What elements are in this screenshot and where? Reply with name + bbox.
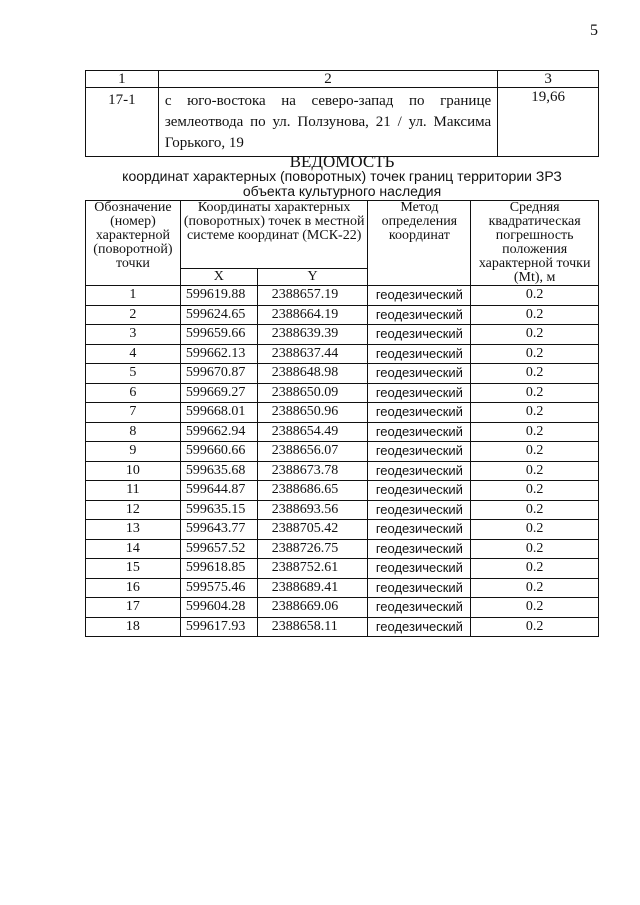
error-cell: 0.2	[471, 481, 599, 501]
method-cell: геодезический	[368, 578, 471, 598]
table-row	[86, 325, 599, 345]
column-number-1: 1	[86, 71, 159, 88]
x-coordinate: 599635.15	[180, 500, 257, 520]
y-coordinate: 2388669.06	[257, 598, 368, 618]
method-cell: геодезический	[368, 598, 471, 618]
method-cell: геодезический	[368, 461, 471, 481]
point-number: 6	[86, 383, 181, 403]
y-coordinate: 2388639.39	[257, 325, 368, 345]
error-cell: 0.2	[471, 325, 599, 345]
title-main: ВЕДОМОСТЬ	[289, 152, 395, 171]
x-coordinate: 599618.85	[180, 559, 257, 579]
table-row	[86, 520, 599, 540]
error-cell: 0.2	[471, 617, 599, 637]
table-row	[86, 598, 599, 618]
y-coordinate: 2388658.11	[257, 617, 368, 637]
error-cell: 0.2	[471, 559, 599, 579]
y-coordinate: 2388648.98	[257, 364, 368, 384]
error-cell: 0.2	[471, 286, 599, 306]
title-line-1: координат характерных (поворотных) точек границ территории ЗРЗ	[122, 168, 562, 184]
error-cell: 0.2	[471, 461, 599, 481]
statement-title	[85, 154, 599, 199]
point-number: 5	[86, 364, 181, 384]
x-coordinate: 599668.01	[180, 403, 257, 423]
table-row	[86, 559, 599, 579]
point-number: 14	[86, 539, 181, 559]
point-number: 17	[86, 598, 181, 618]
error-cell: 0.2	[471, 500, 599, 520]
table-row	[86, 578, 599, 598]
method-cell: геодезический	[368, 344, 471, 364]
point-number: 18	[86, 617, 181, 637]
error-cell: 0.2	[471, 383, 599, 403]
table-row	[86, 305, 599, 325]
method-cell: геодезический	[368, 442, 471, 462]
y-coordinate: 2388693.56	[257, 500, 368, 520]
point-number: 16	[86, 578, 181, 598]
table-row	[86, 539, 599, 559]
y-coordinate: 2388650.09	[257, 383, 368, 403]
x-coordinate: 599662.13	[180, 344, 257, 364]
point-number: 12	[86, 500, 181, 520]
point-number: 7	[86, 403, 181, 423]
method-cell: геодезический	[368, 520, 471, 540]
column-number-2: 2	[158, 71, 497, 88]
error-cell: 0.2	[471, 344, 599, 364]
header-x: X	[180, 269, 257, 286]
x-coordinate: 599635.68	[180, 461, 257, 481]
page-number: 5	[590, 22, 598, 39]
method-cell: геодезический	[368, 403, 471, 423]
method-cell: геодезический	[368, 500, 471, 520]
x-coordinate: 599669.27	[180, 383, 257, 403]
continuation-header-row	[86, 71, 599, 88]
y-coordinate: 2388686.65	[257, 481, 368, 501]
continuation-row	[86, 88, 599, 157]
method-cell: геодезический	[368, 286, 471, 306]
method-cell: геодезический	[368, 305, 471, 325]
y-coordinate: 2388657.19	[257, 286, 368, 306]
error-cell: 0.2	[471, 422, 599, 442]
table-row	[86, 422, 599, 442]
method-cell: геодезический	[368, 422, 471, 442]
x-coordinate: 599604.28	[180, 598, 257, 618]
y-coordinate: 2388752.61	[257, 559, 368, 579]
table-row	[86, 461, 599, 481]
segment-description: с юго-востока на северо-запад по границе землеотвода по ул. Ползунова, 21 / ул. Максима Горького, 19	[158, 88, 497, 157]
point-number: 4	[86, 344, 181, 364]
x-coordinate: 599644.87	[180, 481, 257, 501]
point-number: 3	[86, 325, 181, 345]
x-coordinate: 599617.93	[180, 617, 257, 637]
column-number-3: 3	[498, 71, 599, 88]
method-cell: геодезический	[368, 559, 471, 579]
continuation-table	[85, 70, 599, 157]
coordinates-body	[86, 286, 599, 637]
table-row	[86, 344, 599, 364]
point-number: 1	[86, 286, 181, 306]
error-cell: 0.2	[471, 520, 599, 540]
error-cell: 0.2	[471, 364, 599, 384]
error-cell: 0.2	[471, 539, 599, 559]
table-row	[86, 442, 599, 462]
method-cell: геодезический	[368, 383, 471, 403]
table-row	[86, 403, 599, 423]
x-coordinate: 599662.94	[180, 422, 257, 442]
header-y: Y	[257, 269, 368, 286]
header-error: Средняя квадратическая погрешность положения характерной точки (Mt), м	[471, 201, 599, 286]
point-number: 9	[86, 442, 181, 462]
error-cell: 0.2	[471, 578, 599, 598]
header-point-designation: Обозначение (номер) характерной (поворотной) точки	[86, 201, 181, 286]
method-cell: геодезический	[368, 481, 471, 501]
coordinates-header-row	[86, 201, 599, 269]
x-coordinate: 599575.46	[180, 578, 257, 598]
x-coordinate: 599670.87	[180, 364, 257, 384]
point-number: 15	[86, 559, 181, 579]
coordinates-table	[85, 200, 599, 637]
y-coordinate: 2388726.75	[257, 539, 368, 559]
point-number: 8	[86, 422, 181, 442]
table-row	[86, 364, 599, 384]
point-number: 2	[86, 305, 181, 325]
method-cell: геодезический	[368, 325, 471, 345]
x-coordinate: 599624.65	[180, 305, 257, 325]
y-coordinate: 2388656.07	[257, 442, 368, 462]
method-cell: геодезический	[368, 617, 471, 637]
y-coordinate: 2388664.19	[257, 305, 368, 325]
table-row	[86, 286, 599, 306]
x-coordinate: 599619.88	[180, 286, 257, 306]
point-number: 13	[86, 520, 181, 540]
method-cell: геодезический	[368, 539, 471, 559]
y-coordinate: 2388705.42	[257, 520, 368, 540]
method-cell: геодезический	[368, 364, 471, 384]
header-method: Метод определения координат	[368, 201, 471, 286]
error-cell: 0.2	[471, 403, 599, 423]
segment-id: 17-1	[86, 88, 159, 157]
y-coordinate: 2388673.78	[257, 461, 368, 481]
error-cell: 0.2	[471, 598, 599, 618]
y-coordinate: 2388654.49	[257, 422, 368, 442]
x-coordinate: 599657.52	[180, 539, 257, 559]
error-cell: 0.2	[471, 442, 599, 462]
y-coordinate: 2388650.96	[257, 403, 368, 423]
point-number: 10	[86, 461, 181, 481]
y-coordinate: 2388689.41	[257, 578, 368, 598]
error-cell: 0.2	[471, 305, 599, 325]
title-line-2: объекта культурного наследия	[242, 183, 442, 199]
table-row	[86, 617, 599, 637]
point-number: 11	[86, 481, 181, 501]
x-coordinate: 599659.66	[180, 325, 257, 345]
header-coordinates: Координаты характерных (поворотных) точек в местной системе координат (МСК-22)	[180, 201, 368, 269]
segment-length: 19,66	[498, 88, 599, 157]
x-coordinate: 599660.66	[180, 442, 257, 462]
table-row	[86, 481, 599, 501]
y-coordinate: 2388637.44	[257, 344, 368, 364]
x-coordinate: 599643.77	[180, 520, 257, 540]
table-row	[86, 383, 599, 403]
table-row	[86, 500, 599, 520]
